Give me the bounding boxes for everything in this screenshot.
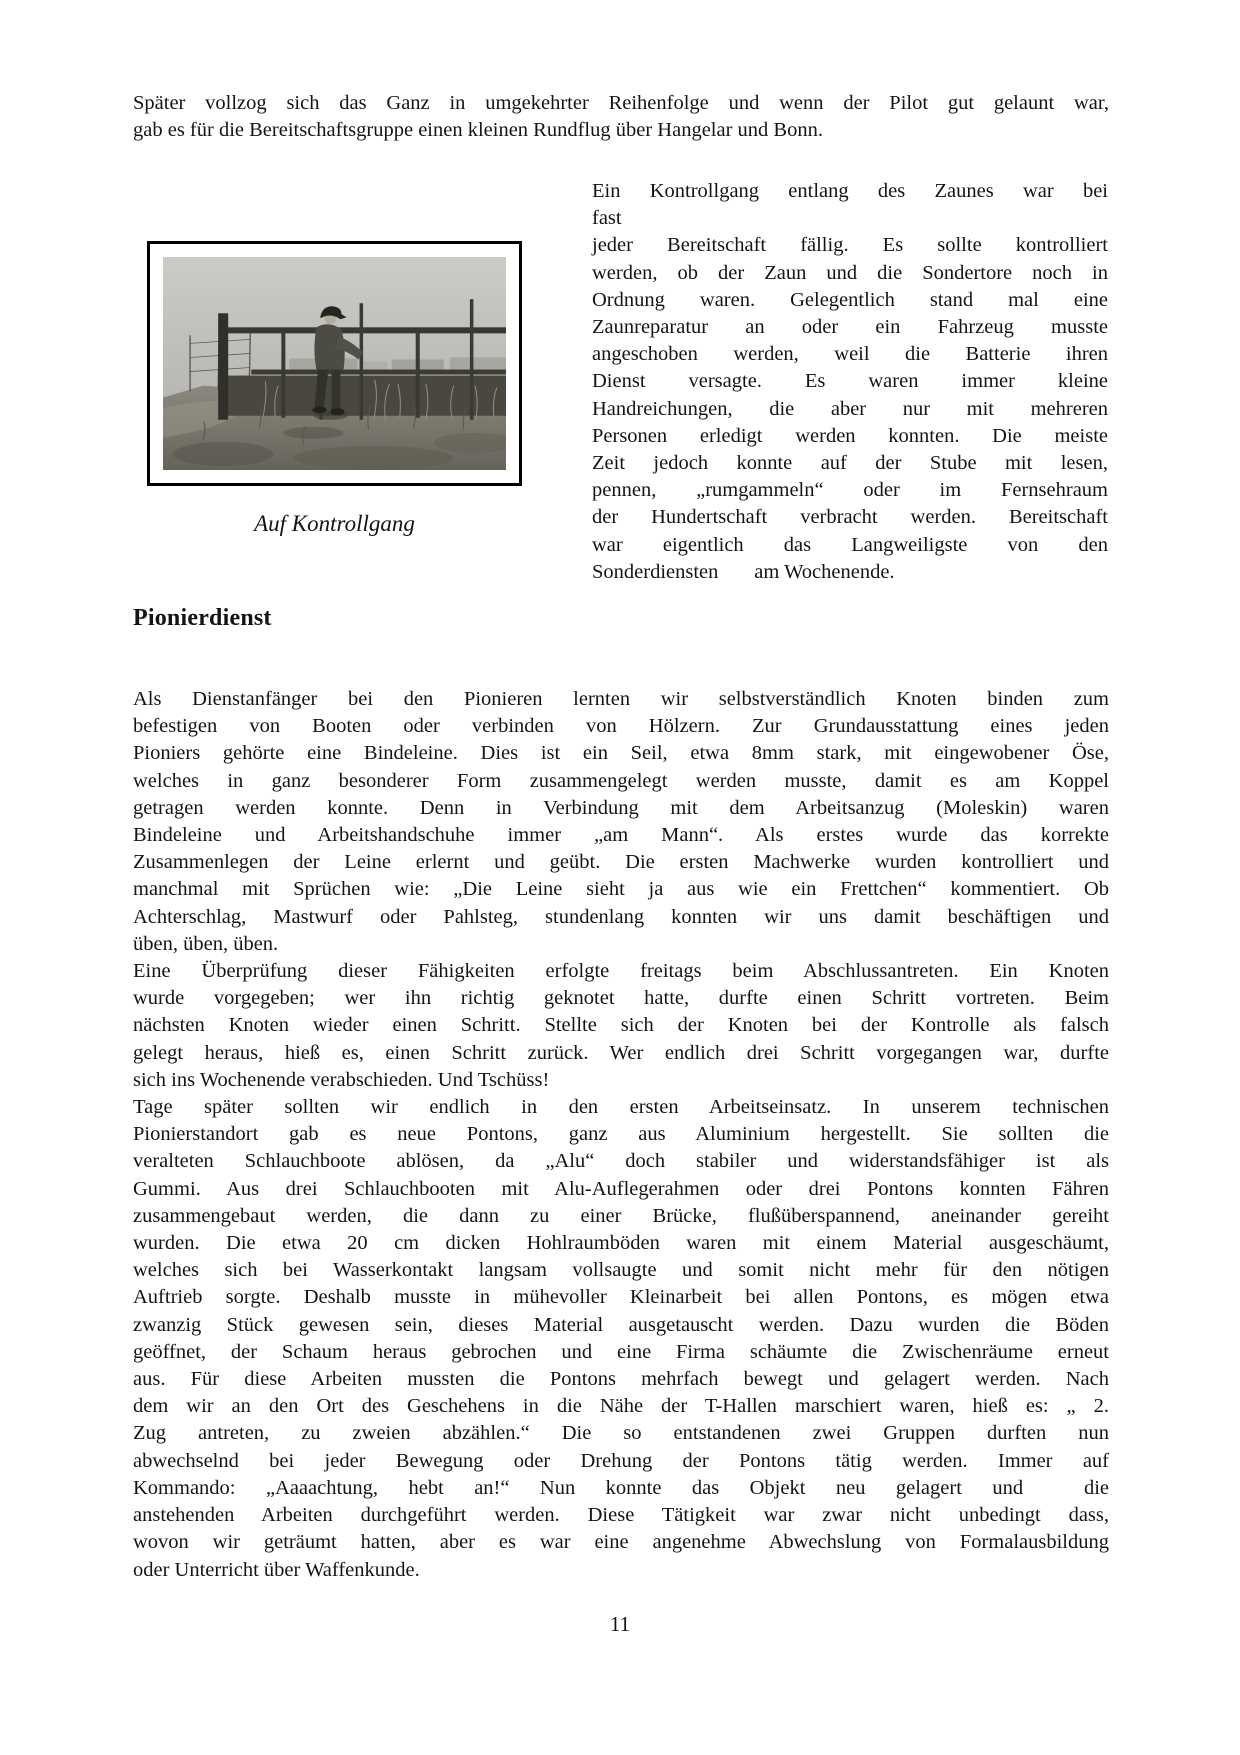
text-line: Tage später sollten wir endlich in den ersten Arbeitseinsatz. In unserem technischen — [133, 1096, 1109, 1119]
intro-paragraph — [133, 90, 1109, 144]
body-paragraph — [133, 686, 1109, 958]
section-heading: Pionierdienst — [133, 605, 272, 631]
page-number: 11 — [609, 1612, 631, 1636]
text-line: Kommando: „Aaaachtung, hebt an!“ Nun konnte das Objekt neu gelagert und die — [133, 1476, 1109, 1499]
text-line: üben, üben, üben. — [133, 932, 279, 955]
text-line: der Hundertschaft verbracht werden. Bereitschaft — [592, 506, 1108, 529]
text-line: Pionierstandort gab es neue Pontons, ganz aus Aluminium hergestellt. Sie sollten die — [133, 1123, 1109, 1146]
text-line: Personen erledigt werden konnten. Die meiste — [592, 424, 1108, 447]
text-line: Sonderdiensten am Wochenende. — [592, 560, 895, 583]
text-line: Dienst versagte. Es waren immer kleine — [592, 370, 1108, 393]
text-line: abwechselnd bei jeder Bewegung oder Drehung der Pontons tätig werden. Immer auf — [133, 1449, 1109, 1472]
text-line: Bindeleine und Arbeitshandschuhe immer „am Mann“. Als erstes wurde das korrekte — [133, 824, 1109, 847]
text-line: zwanzig Stück gewesen sein, dieses Material ausgetauscht werden. Dazu wurden die Böden — [133, 1313, 1109, 1336]
text-line: angeschoben werden, weil die Batterie ihren — [592, 343, 1108, 366]
photo-caption: Auf Kontrollgang — [254, 511, 415, 536]
photo-frame — [147, 241, 522, 486]
text-line: Zaunreparatur an oder ein Fahrzeug musste — [592, 316, 1108, 339]
text-line: wovon wir geträumt hatten, aber es war eine angenehme Abwechslung von Formalausbildung — [133, 1531, 1109, 1554]
body-paragraph — [133, 958, 1109, 1094]
text-line: welches sich bei Wasserkontakt langsam vollsaugte und somit nicht mehr für den nötigen — [133, 1259, 1109, 1282]
body-paragraph — [133, 1094, 1109, 1584]
text-line: wurde vorgegeben; wer ihn richtig geknotet hatte, durfte einen Schritt vortreten. Beim — [133, 987, 1109, 1010]
text-line: fast — [592, 207, 622, 230]
text-line: wurden. Die etwa 20 cm dicken Hohlraumböden waren mit einem Material ausgeschäumt, — [133, 1232, 1109, 1255]
text-line: geöffnet, der Schaum heraus gebrochen und eine Firma schäumte die Zwischenräume erneut — [133, 1340, 1109, 1363]
text-line: Gummi. Aus drei Schlauchbooten mit Alu-Auflegerahmen oder drei Pontons konnten Fähren — [133, 1177, 1109, 1200]
text-line: veralteten Schlauchboote ablösen, da „Alu“ doch stabiler und widerstandsfähiger ist als — [133, 1150, 1109, 1173]
text-line: jeder Bereitschaft fällig. Es sollte kontrolliert — [592, 234, 1108, 257]
text-line: welches in ganz besonderer Form zusammengelegt werden musste, damit es am Koppel — [133, 769, 1109, 792]
text-line: befestigen von Booten oder verbinden von Hölzern. Zur Grundausstattung eines jeden — [133, 715, 1109, 738]
text-line: Als Dienstanfänger bei den Pionieren lernten wir selbstverständlich Knoten binden zum — [133, 688, 1109, 710]
text-line: Zusammenlegen der Leine erlernt und geübt. Die ersten Machwerke wurden kontrolliert und — [133, 851, 1109, 874]
text-line: nächsten Knoten wieder einen Schritt. Stellte sich der Knoten bei der Kontrolle als falsch — [133, 1014, 1109, 1037]
text-line: Eine Überprüfung dieser Fähigkeiten erfolgte freitags beim Abschlussantreten. Ein Knoten — [133, 960, 1109, 983]
text-line: sich ins Wochenende verabschieden. Und Tschüss! — [133, 1068, 550, 1091]
text-line: gelegt heraus, hieß es, einen Schritt zurück. Wer endlich drei Schritt vorgegangen war, durfte — [133, 1041, 1109, 1064]
text-line: Zug antreten, zu zweien abzählen.“ Die so entstandenen zwei Gruppen durften nun — [133, 1422, 1109, 1445]
text-line: pennen, „rumgammeln“ oder im Fernsehraum — [592, 479, 1108, 502]
text-line: anstehenden Arbeiten durchgeführt werden. Diese Tätigkeit war zwar nicht unbedingt dass, — [133, 1504, 1109, 1527]
body-text — [133, 686, 1109, 1584]
text-line: Später vollzog sich das Ganz in umgekehrter Reihenfolge und wenn der Pilot gut gelaunt war, — [133, 92, 1109, 114]
text-line: zusammengebaut werden, die dann zu einer Brücke, flußüberspannend, aneinander gereiht — [133, 1204, 1109, 1227]
text-line: gab es für die Bereitschaftsgruppe einen kleinen Rundflug über Hangelar und Bonn. — [133, 119, 823, 142]
text-line: dem wir an den Ort des Geschehens in die Nähe der T-Hallen marschiert waren, hieß es: „ 2. — [133, 1395, 1109, 1418]
text-line: Ein Kontrollgang entlang des Zaunes war bei — [592, 180, 1108, 202]
text-line: Handreichungen, die aber nur mit mehreren — [592, 397, 1108, 420]
text-line: aus. Für diese Arbeiten mussten die Pontons mehrfach bewegt und gelagert werden. Nach — [133, 1368, 1109, 1391]
text-line: war eigentlich das Langweiligste von den — [592, 533, 1108, 556]
side-column-text — [592, 178, 1108, 586]
text-line: Pioniers gehörte eine Bindeleine. Dies ist ein Seil, etwa 8mm stark, mit eingewobener Öse, — [133, 742, 1109, 765]
text-line: Achterschlag, Mastwurf oder Pahlsteg, stundenlang konnten wir uns damit beschäftigen und — [133, 905, 1109, 928]
text-line: getragen werden konnte. Denn in Verbindung mit dem Arbeitsanzug (Moleskin) waren — [133, 796, 1109, 819]
fence-inspection-photo — [163, 257, 506, 470]
text-line: werden, ob der Zaun und die Sondertore noch in — [592, 261, 1108, 284]
text-line: manchmal mit Sprüchen wie: „Die Leine sieht ja aus wie ein Frettchen“ kommentiert. Ob — [133, 878, 1109, 901]
text-line: Auftrieb sorgte. Deshalb musste in mühevoller Kleinarbeit bei allen Pontons, es mögen etwa — [133, 1286, 1109, 1309]
text-line: oder Unterricht über Waffenkunde. — [133, 1558, 420, 1581]
text-line: Zeit jedoch konnte auf der Stube mit lesen, — [592, 452, 1108, 475]
text-line: Ordnung waren. Gelegentlich stand mal eine — [592, 288, 1108, 311]
